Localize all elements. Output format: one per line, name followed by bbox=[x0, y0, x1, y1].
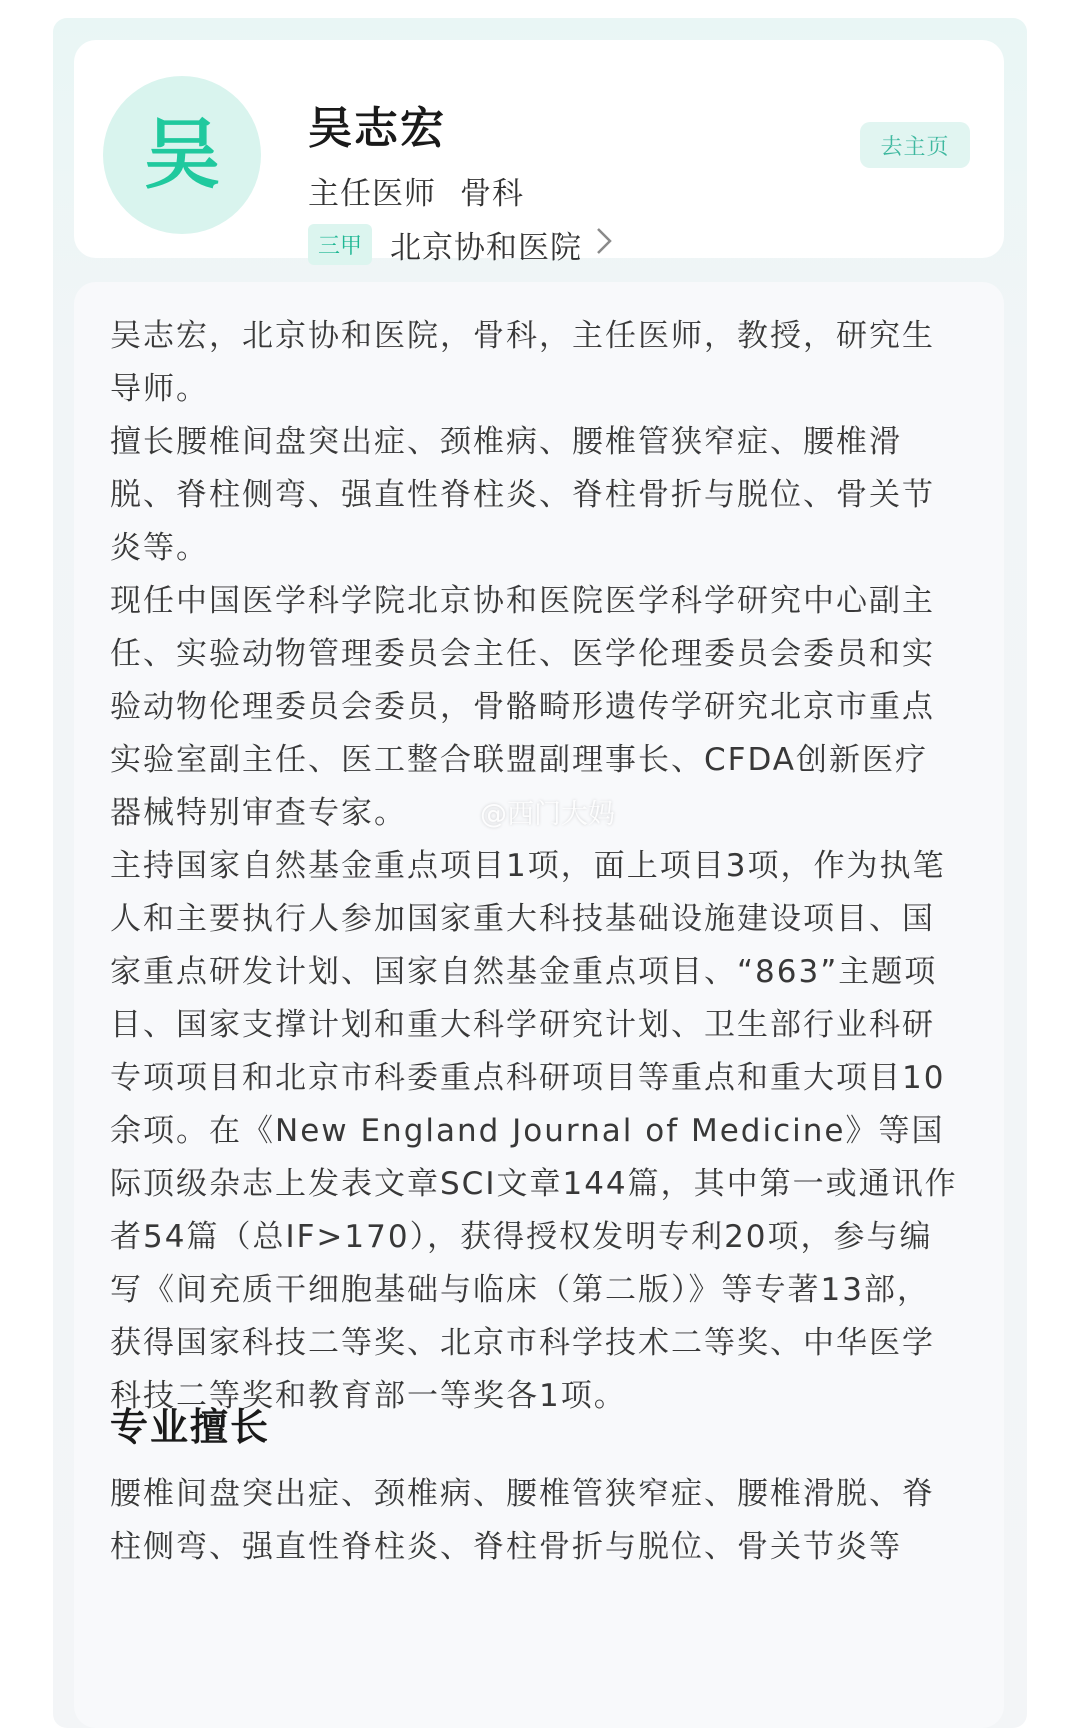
doctor-title-row bbox=[308, 168, 524, 213]
specialty-heading: 专业擅长 bbox=[110, 1405, 271, 1449]
avatar bbox=[103, 76, 261, 234]
hospital-level-badge: 三甲 bbox=[308, 224, 372, 265]
doctor-title: 主任医师 bbox=[308, 176, 436, 212]
doctor-name: 吴志宏 bbox=[308, 103, 446, 154]
chevron-right-icon bbox=[594, 226, 614, 264]
hospital-name: 北京协和医院 bbox=[390, 230, 583, 266]
doctor-intro-card bbox=[74, 282, 1004, 1728]
doctor-department: 骨科 bbox=[460, 176, 524, 212]
specialty-text: 腰椎间盘突出症、颈椎病、腰椎管狭窄症、腰椎滑脱、脊柱侧弯、强直性脊柱炎、脊柱骨折与脱位、骨关节炎等 bbox=[110, 1476, 935, 1565]
doctor-intro bbox=[110, 310, 958, 1423]
intro-paragraph: 吴志宏，北京协和医院，骨科，主任医师，教授，研究生导师。 bbox=[110, 318, 935, 407]
intro-paragraph: 主持国家自然基金重点项目1项，面上项目3项，作为执笔人和主要执行人参加国家重大科技基础设施建设项目、国家重点研发计划、国家自然基金重点项目、“863”主题项目、国家支撑计划和重大科学研究计划、卫生部行业科研专项项目和北京市科委重点科研项目等重点和重大项目10余项。在《New England Journal of Medicine》等国际顶级杂志上发表文章SCI文章144篇，其中第一或通讯作者54篇（总IF>170），获得授权发明专利20项，参与编写《间充质干细胞基础与临床（第二版）》等专著13部，获得国家科技二等奖、北京市科学技术二等奖、中华医学科技二等奖和教育部一等奖各1项。 bbox=[110, 848, 958, 1414]
go-homepage-button[interactable]: 去主页 bbox=[860, 122, 970, 168]
doctor-header-card bbox=[74, 40, 1004, 266]
profile-panel bbox=[53, 18, 1027, 1728]
intro-paragraph: 擅长腰椎间盘突出症、颈椎病、腰椎管狭窄症、腰椎滑脱、脊柱侧弯、强直性脊柱炎、脊柱骨折与脱位、骨关节炎等。 bbox=[110, 424, 935, 566]
avatar-char: 吴 bbox=[144, 110, 220, 199]
hospital-link[interactable] bbox=[308, 222, 614, 267]
watermark: @西门大妈 bbox=[480, 799, 615, 830]
intro-paragraph: 现任中国医学科学院北京协和医院医学科学研究中心副主任、实验动物管理委员会主任、医学伦理委员会委员和实验动物伦理委员会委员，骨骼畸形遗传学研究北京市重点实验室副主任、医工整合联盟副理事长、CFDA创新医疗器械特别审查专家。 bbox=[110, 583, 935, 831]
